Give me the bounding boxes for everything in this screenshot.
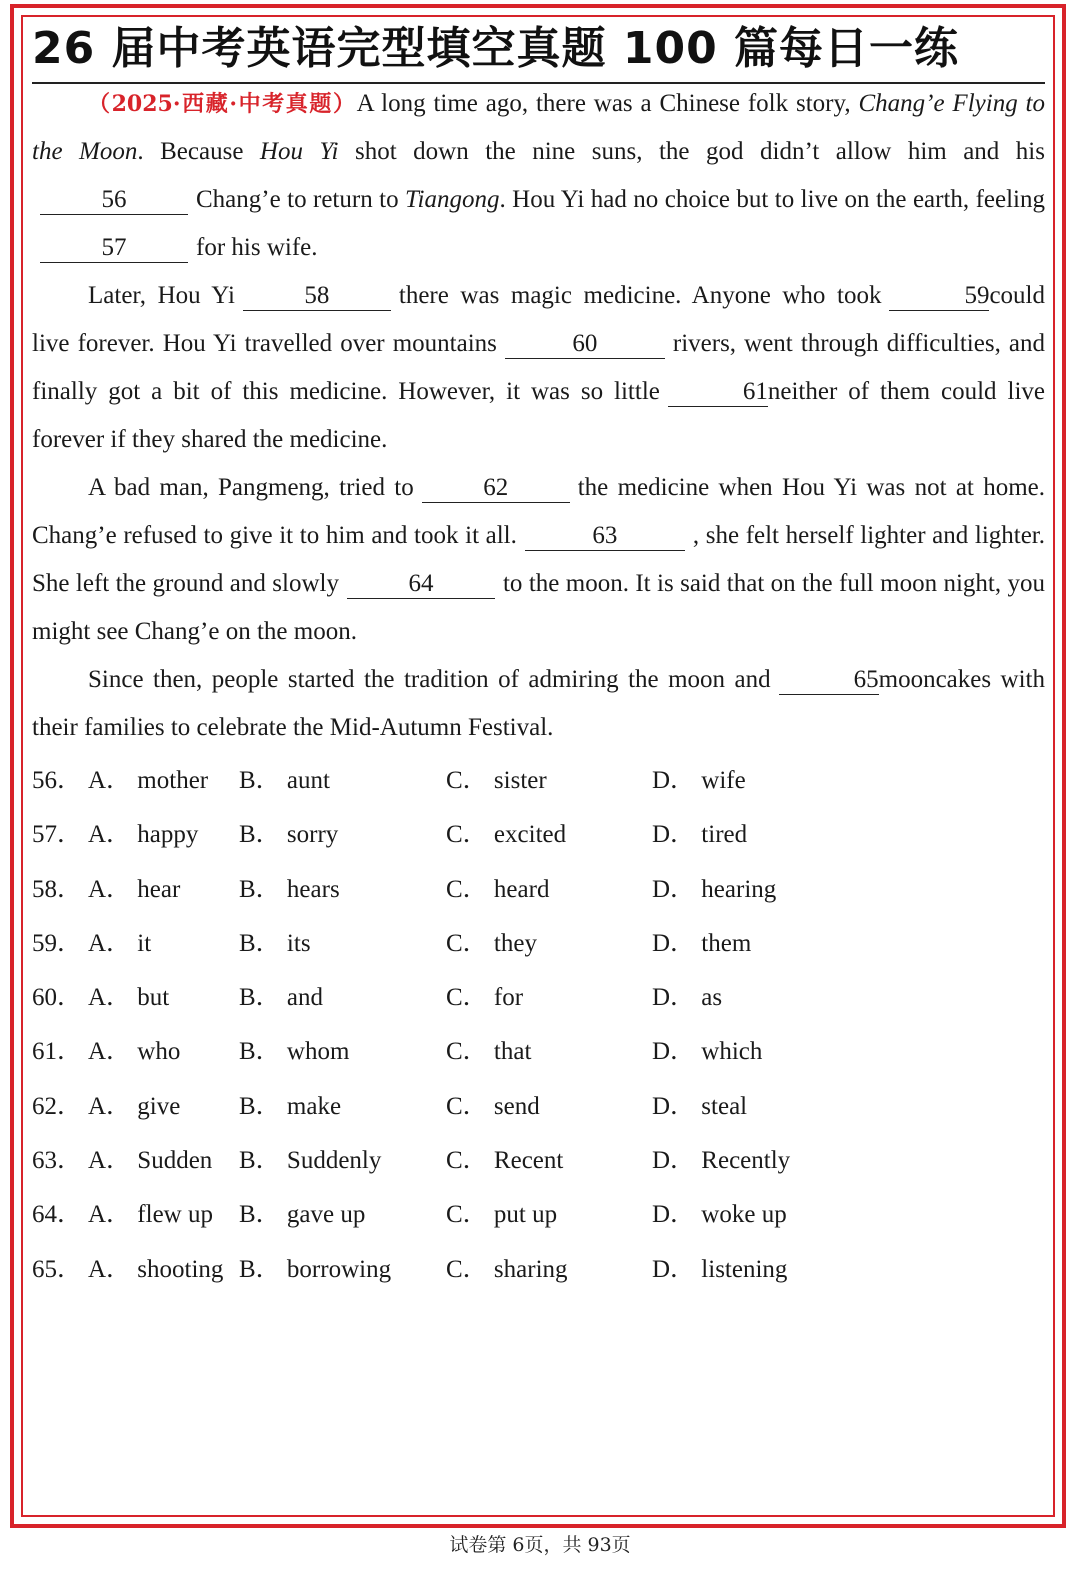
question-row: [32, 1243, 1045, 1297]
option-c[interactable]: C． heard: [446, 875, 550, 903]
answer-options: [32, 754, 1045, 1297]
question-row: [32, 1025, 1045, 1079]
option-d[interactable]: D． woke up: [652, 1201, 787, 1229]
option-c[interactable]: C． put up: [446, 1201, 558, 1229]
blank-61[interactable]: 61: [668, 378, 768, 407]
option-b[interactable]: B． make: [239, 1092, 342, 1120]
blank-60[interactable]: 60: [505, 330, 665, 359]
option-a[interactable]: A． who: [88, 1038, 181, 1066]
blank-64[interactable]: 64: [347, 570, 495, 599]
question-number: 59．: [32, 929, 83, 957]
passage-paragraph-2: Later, Hou Yi 58 there was magic medicine. Anyone who took 59could live forever. Hou Yi travelled over mountains 60 rivers, went through difficulties, and finally got a bit of this medicine. However, it was so little 61neither of them could live forever if they shared the medicine.: [32, 282, 1046, 453]
question-row: [32, 808, 1045, 862]
question-row: [32, 1134, 1045, 1188]
option-b[interactable]: B． sorry: [239, 821, 339, 849]
option-a[interactable]: A． shooting: [88, 1255, 224, 1283]
question-number: 62．: [32, 1092, 83, 1120]
option-a[interactable]: A． but: [88, 984, 170, 1012]
option-b[interactable]: B． and: [239, 984, 324, 1012]
option-a[interactable]: A． flew up: [88, 1201, 213, 1229]
blank-57[interactable]: 57: [40, 234, 188, 263]
option-d[interactable]: D． hearing: [652, 875, 777, 903]
passage-paragraph-1: （2025·西藏·中考真题）A long time ago, there was a Chinese folk story, Chang’e Flying to the Moon. Because Hou Yi shot down the nine suns, the god didn’t allow him and his56 Chang’e to return to Tiangong. Hou Yi had no choice but to live on the earth, feeling57 for his wife.: [32, 90, 1046, 261]
option-c[interactable]: C． sharing: [446, 1255, 568, 1283]
blank-65[interactable]: 65: [779, 666, 879, 695]
blank-59[interactable]: 59: [889, 282, 989, 311]
option-d[interactable]: D． which: [652, 1038, 763, 1066]
question-row: [32, 971, 1045, 1025]
option-c[interactable]: C． for: [446, 984, 524, 1012]
page-title: 26 届中考英语完型填空真题 100 篇每日一练: [32, 23, 960, 74]
option-d[interactable]: D． Recently: [652, 1147, 791, 1175]
place-tiangong: Tiangong: [405, 186, 500, 213]
option-b[interactable]: B． aunt: [239, 767, 330, 794]
option-c[interactable]: C． that: [446, 1038, 532, 1066]
question-number: 60．: [32, 984, 83, 1012]
story-title: Chang’e Flying to the Moon: [32, 90, 1045, 165]
question-row: [32, 917, 1045, 971]
passage-paragraph-3: A bad man, Pangmeng, tried to 62 the medicine when Hou Yi was not at home. Chang’e refused to give it to him and took it all. 63 , she felt herself lighter and lighter. She left the ground and slowly 64 to the moon. It is said that on the full moon night, you might see Chang’e on the moon.: [32, 474, 1046, 645]
option-a[interactable]: A． happy: [88, 821, 199, 849]
question-number: 65．: [32, 1255, 83, 1283]
option-c[interactable]: C． excited: [446, 821, 567, 849]
question-row: [32, 863, 1045, 917]
blank-56[interactable]: 56: [40, 186, 188, 215]
option-b[interactable]: B． Suddenly: [239, 1147, 382, 1175]
blank-58[interactable]: 58: [243, 282, 391, 311]
option-c[interactable]: C． Recent: [446, 1147, 564, 1175]
option-a[interactable]: A． it: [88, 929, 152, 957]
question-number: 64．: [32, 1201, 83, 1229]
blank-63[interactable]: 63: [525, 522, 685, 551]
option-a[interactable]: A． give: [88, 1092, 181, 1120]
option-c[interactable]: C． they: [446, 929, 537, 957]
option-d[interactable]: D． wife: [652, 767, 746, 794]
question-number: 58．: [32, 875, 83, 903]
option-d[interactable]: D． steal: [652, 1092, 748, 1120]
name-hou-yi: Hou Yi: [259, 138, 339, 165]
option-c[interactable]: C． send: [446, 1092, 540, 1120]
option-c[interactable]: C． sister: [446, 767, 547, 794]
option-b[interactable]: B． hears: [239, 875, 340, 903]
question-number: 63．: [32, 1147, 83, 1175]
question-number: 57．: [32, 821, 83, 849]
question-number: 61．: [32, 1038, 83, 1066]
option-d[interactable]: D． as: [652, 984, 723, 1012]
question-row: [32, 1188, 1045, 1242]
option-a[interactable]: A． Sudden: [88, 1147, 213, 1175]
option-b[interactable]: B． whom: [239, 1038, 350, 1066]
option-b[interactable]: B． borrowing: [239, 1255, 392, 1283]
option-b[interactable]: B． gave up: [239, 1201, 366, 1229]
option-d[interactable]: D． listening: [652, 1255, 788, 1283]
source-label: （2025·西藏·中考真题）: [88, 91, 357, 117]
option-d[interactable]: D． them: [652, 929, 752, 957]
blank-62[interactable]: 62: [422, 474, 570, 503]
cloze-passage: [32, 80, 1045, 752]
option-b[interactable]: B． its: [239, 929, 311, 957]
question-row: [32, 754, 1045, 808]
option-a[interactable]: A． hear: [88, 875, 181, 903]
option-a[interactable]: A． mother: [88, 767, 209, 794]
question-number: 56．: [32, 767, 83, 794]
option-d[interactable]: D． tired: [652, 821, 748, 849]
page-footer: 试卷第 6页，共 93页: [449, 1534, 631, 1556]
passage-paragraph-4: Since then, people started the tradition of admiring the moon and 65mooncakes with their families to celebrate the Mid-Autumn Festival.: [32, 666, 1045, 741]
question-row: [32, 1080, 1045, 1134]
